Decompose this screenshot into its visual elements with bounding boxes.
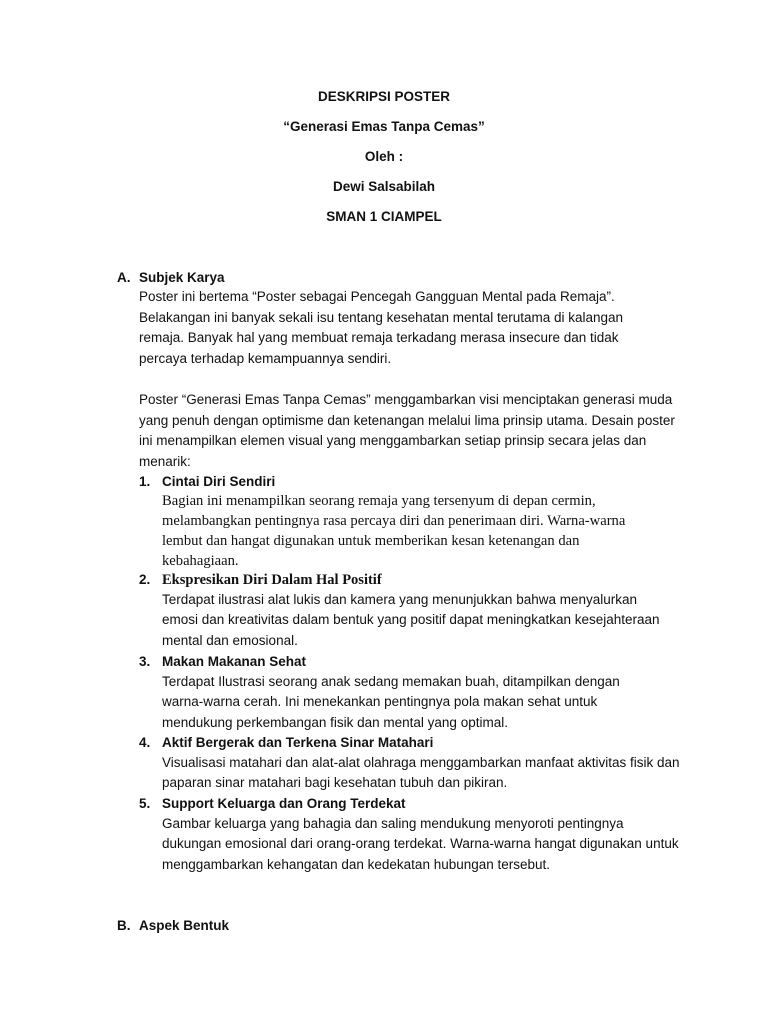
item-1-number: 1. xyxy=(139,474,151,489)
section-a-title: Subjek Karya xyxy=(139,270,225,285)
item-5-title: Support Keluarga dan Orang Terdekat xyxy=(162,796,406,811)
item-4-number: 4. xyxy=(139,735,151,750)
item-1-description: Bagian ini menampilkan seorang remaja yang tersenyum di depan cermin, melambangkan pentingnya rasa percaya diri dan penerimaan diri. Warna-warna lembut dan hangat digunakan untuk memberikan kesan ketenangan dan kebahagiaan. xyxy=(162,493,626,569)
item-4-description: Visualisasi matahari dan alat-alat olahraga menggambarkan manfaat aktivitas fisik dan paparan sinar matahari bagi kesehatan tubuh dan pikiran. xyxy=(162,755,680,791)
item-2-description: Terdapat ilustrasi alat lukis dan kamera yang menunjukkan bahwa menyalurkan emosi dan kreativitas dalam bentuk yang positif dapat meningkatkan kesejahteraan mental dan emosional. xyxy=(162,592,660,648)
section-a-paragraph-2: Poster “Generasi Emas Tanpa Cemas” menggambarkan visi menciptakan generasi muda yang penuh dengan optimisme dan ketenangan melalui lima prinsip utama. Desain poster ini menampilkan elemen visual yang menggambarkan setiap prinsip secara jelas dan menarik: xyxy=(139,392,675,469)
item-3-title: Makan Makanan Sehat xyxy=(162,654,307,669)
item-3-description: Terdapat Ilustrasi seorang anak sedang memakan buah, ditampilkan dengan warna-warna cerah. Ini menekankan pentingnya pola makan sehat untuk mendukung perkembangan fisik dan mental yang optimal. xyxy=(162,674,620,730)
item-2-number: 2. xyxy=(139,572,151,587)
author-name: Dewi Salsabilah xyxy=(332,179,436,194)
section-b-title: Aspek Bentuk xyxy=(139,918,230,933)
section-b-letter: B. xyxy=(117,918,131,933)
section-a-letter: A. xyxy=(117,270,131,285)
item-5-number: 5. xyxy=(139,796,151,811)
section-a-heading xyxy=(117,269,317,287)
section-b-heading xyxy=(117,917,317,935)
by-label: Oleh : xyxy=(364,149,404,164)
item-1-title: Cintai Diri Sendiri xyxy=(162,474,276,489)
document-title: DESKRIPSI POSTER xyxy=(317,89,451,104)
item-3-number: 3. xyxy=(139,654,151,669)
item-5-description: Gambar keluarga yang bahagia dan saling mendukung menyoroti pentingnya dukungan emosional dari orang-orang terdekat. Warna-warna hangat digunakan untuk menggambarkan kehangatan dan kedekatan hubungan tersebut. xyxy=(162,816,679,872)
item-2-title: Ekspresikan Diri Dalam Hal Positif xyxy=(162,572,382,588)
item-4-title: Aktif Bergerak dan Terkena Sinar Matahari xyxy=(162,735,434,750)
poster-title: “Generasi Emas Tanpa Cemas” xyxy=(283,119,485,134)
school-name: SMAN 1 CIAMPEL xyxy=(326,209,442,224)
section-a-paragraph-1: Poster ini bertema “Poster sebagai Pencegah Gangguan Mental pada Remaja”. Belakangan ini banyak sekali isu tentang kesehatan mental terutama di kalangan remaja. Banyak hal yang membuat remaja terkadang merasa insecure dan tidak percaya terhadap kemampuannya sendiri. xyxy=(139,289,624,366)
